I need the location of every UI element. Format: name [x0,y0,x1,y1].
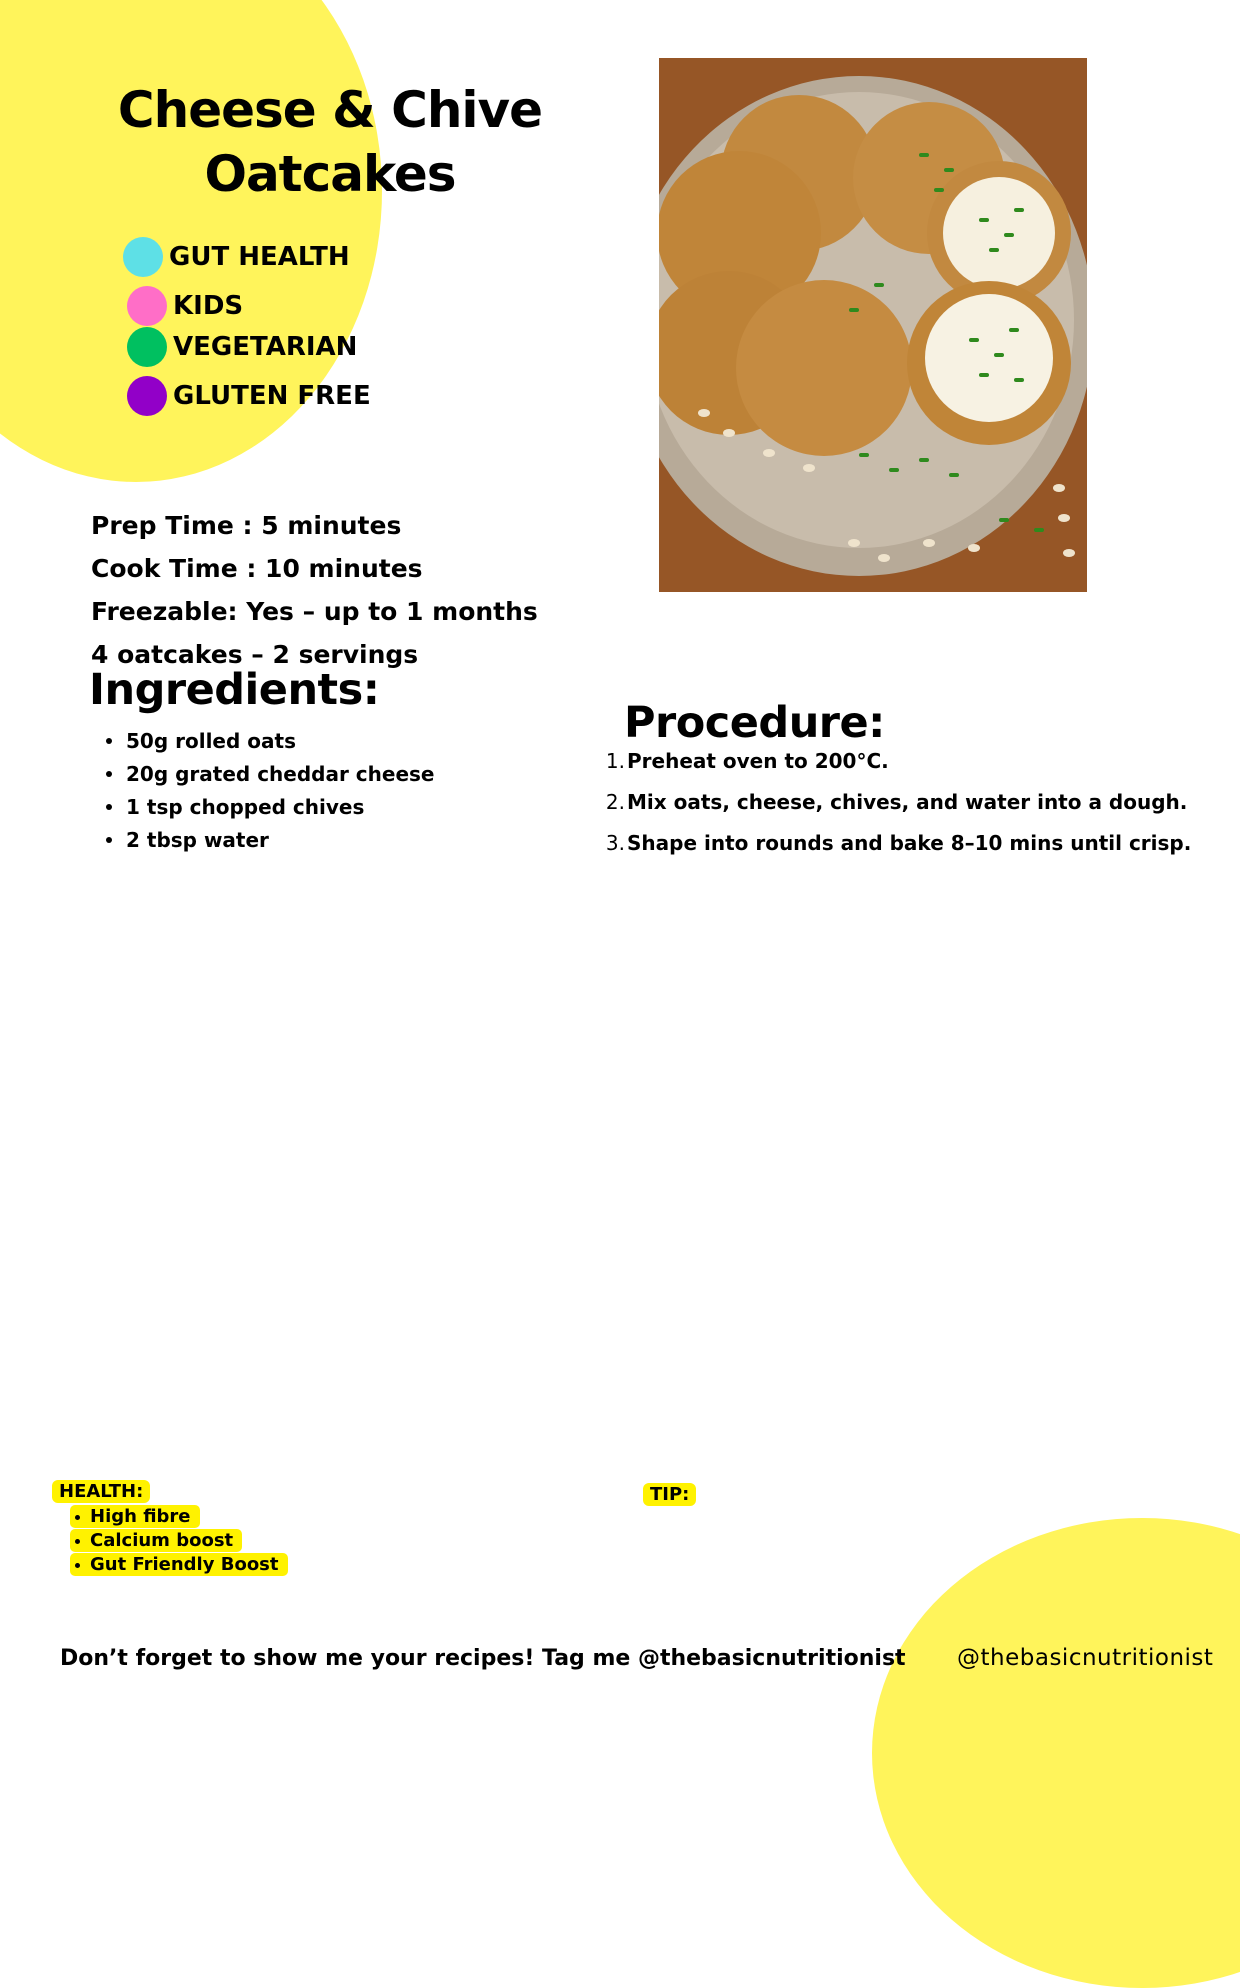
tag-label: GLUTEN FREE [173,381,371,411]
tag-label: KIDS [173,291,244,321]
ingredient-item: 2 tbsp water [126,825,435,858]
tip-heading: TIP: [643,1483,696,1506]
ingredients-heading: Ingredients: [89,665,380,715]
oatcakes-illustration [659,58,1087,592]
step-number: 3. [605,831,625,855]
servings: 4 oatcakes – 2 servings [91,640,419,669]
ingredients-list [92,726,435,858]
health-heading: HEALTH: [52,1480,150,1503]
title-line-1: Cheese & Chive [117,81,543,139]
tag-kids [127,286,243,326]
procedure-list [603,746,1191,869]
social-handle: @thebasicnutritionist [957,1645,1214,1671]
ingredient-item: 50g rolled oats [126,726,435,759]
footer-message: Don’t forget to show me your recipes! Tag me @thebasicnutritionist [60,1646,906,1671]
purple-dot-icon [127,376,167,416]
step-text: Mix oats, cheese, chives, and water into a dough. [627,790,1188,814]
cook-time: Cook Time : 10 minutes [91,554,423,583]
procedure-step [603,746,1191,787]
ingredient-item: 1 tsp chopped chives [126,792,435,825]
green-dot-icon [127,327,167,367]
health-item: High fibre [70,1505,200,1528]
health-item: Calcium boost [70,1529,242,1552]
step-text: Shape into rounds and bake 8–10 mins until crisp. [627,831,1192,855]
tag-vegetarian [127,327,357,367]
pink-dot-icon [127,286,167,326]
cyan-dot-icon [123,237,163,277]
health-item: Gut Friendly Boost [70,1553,288,1576]
freezable: Freezable: Yes – up to 1 months [91,597,538,626]
step-number: 1. [605,749,625,773]
yellow-circle-bottom-right [872,1518,1240,1988]
procedure-step [603,787,1191,828]
title-line-2: Oatcakes [204,145,456,203]
tag-gut-health [123,237,350,277]
tag-gluten-free [127,376,371,416]
prep-time: Prep Time : 5 minutes [91,511,402,540]
health-list [70,1505,288,1577]
oatcakes-photo [659,58,1087,592]
tag-label: GUT HEALTH [169,242,350,272]
tag-label: VEGETARIAN [173,332,358,362]
step-text: Preheat oven to 200°C. [627,749,889,773]
step-number: 2. [605,790,625,814]
recipe-title [90,78,570,206]
procedure-step [603,828,1191,869]
ingredient-item: 20g grated cheddar cheese [126,759,435,792]
procedure-heading: Procedure: [624,698,885,748]
